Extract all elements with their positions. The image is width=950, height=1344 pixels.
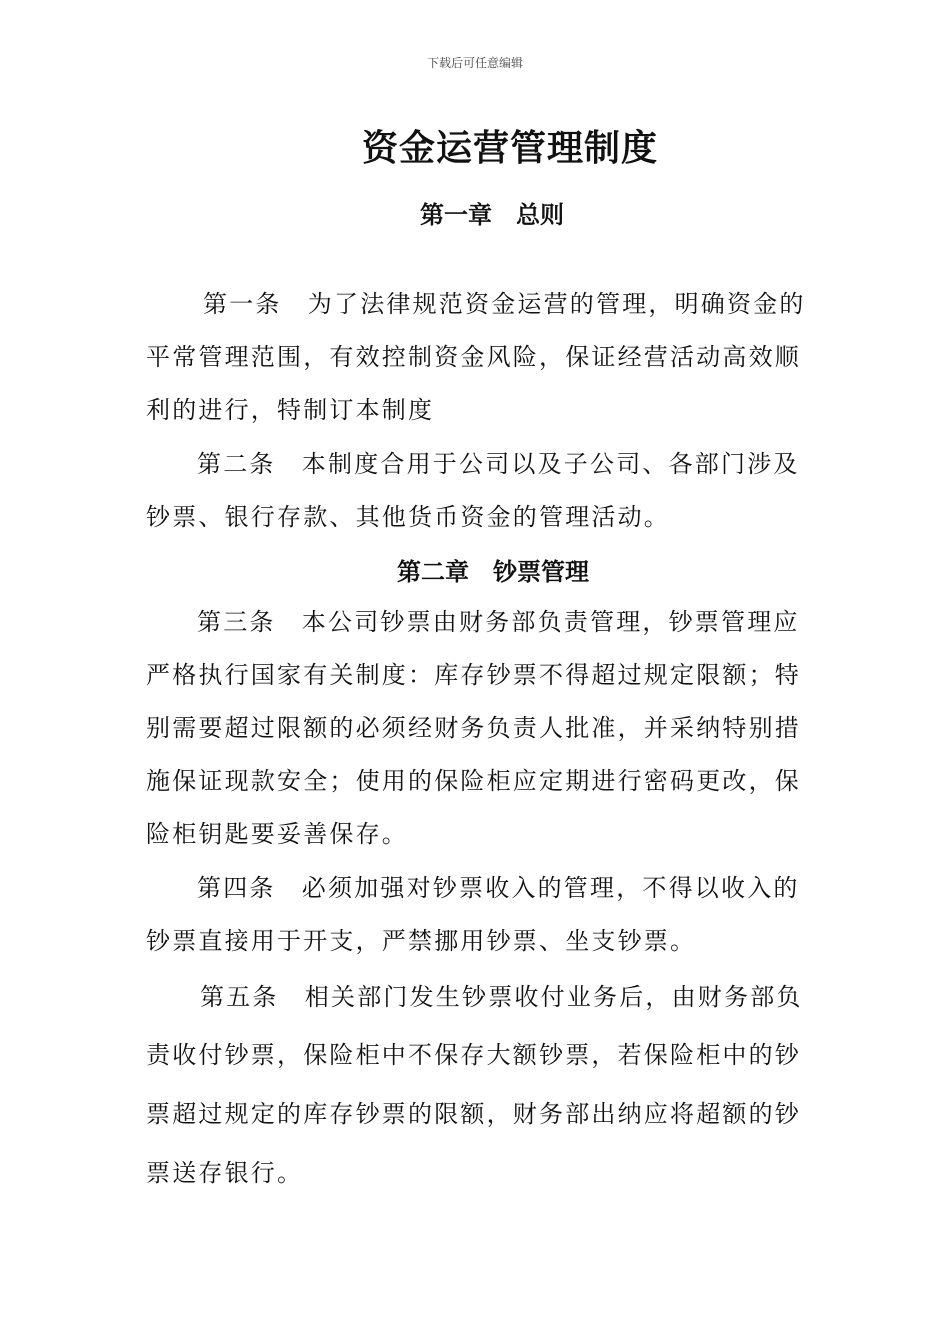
article-1-line-2: 平常管理范围，有效控制资金风险，保证经营活动高效顺	[146, 343, 801, 371]
article-3-line-2: 严格执行国家有关制度：库存钞票不得超过规定限额；特	[146, 661, 801, 689]
article-3-line-5: 险柜钥匙要妥善保存。	[146, 820, 408, 848]
article-5-line-3: 票超过规定的库存钞票的限额，财务部出纳应将超额的钞	[146, 1100, 801, 1128]
document-title: 资金运营管理制度	[361, 128, 658, 169]
article-5-line-2: 责收付钞票，保险柜中不保存大额钞票，若保险柜中的钞	[146, 1041, 801, 1069]
article-3-line-4: 施保证现款安全；使用的保险柜应定期进行密码更改，保	[146, 767, 801, 795]
article-3-line-1: 第三条 本公司钞票由财务部负责管理，钞票管理应	[197, 608, 800, 636]
article-1-line-3: 利的进行，特制订本制度	[146, 396, 435, 424]
article-2-line-1: 第二条 本制度合用于公司以及子公司、各部门涉及	[197, 450, 800, 478]
chapter-heading-2: 第二章 钞票管理	[397, 558, 589, 586]
article-4-line-2: 钞票直接用于开支，严禁挪用钞票、坐支钞票。	[146, 927, 697, 955]
article-2-line-2: 钞票、银行存款、其他货币资金的管理活动。	[146, 503, 670, 531]
article-1-line-1: 第一条 为了法律规范资金运营的管理，明确资金的	[203, 290, 806, 318]
chapter-heading-1: 第一章 总则	[420, 201, 564, 229]
article-5-line-4: 票送存银行。	[146, 1159, 304, 1187]
header-note: 下载后可任意编辑	[426, 56, 523, 70]
article-5-line-1: 第五条 相关部门发生钞票收付业务后，由财务部负	[200, 983, 803, 1011]
article-3-line-3: 别需要超过限额的必须经财务负责人批准，并采纳特别措	[146, 714, 801, 742]
article-4-line-1: 第四条 必须加强对钞票收入的管理，不得以收入的	[197, 874, 800, 902]
